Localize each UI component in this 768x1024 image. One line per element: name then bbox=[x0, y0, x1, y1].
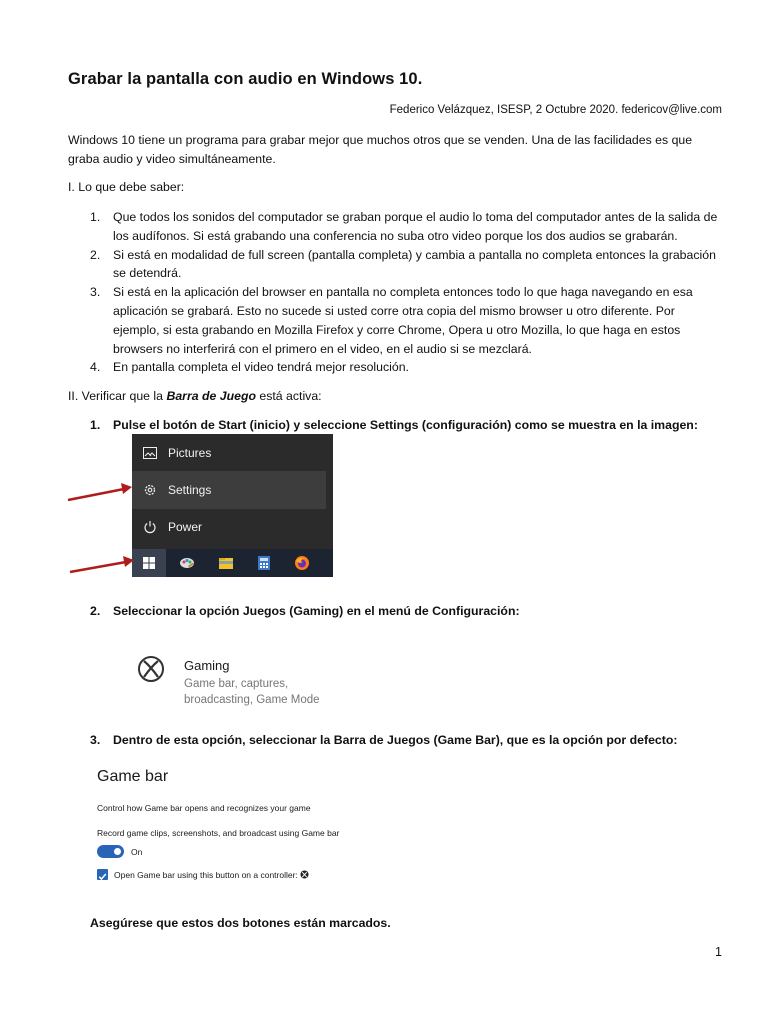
step-3 bbox=[90, 733, 677, 747]
step-text: Dentro de esta opción, seleccionar la Barra de Juegos (Game Bar), que es la opción por defecto: bbox=[113, 733, 678, 747]
record-toggle[interactable] bbox=[97, 845, 124, 858]
step-1 bbox=[90, 418, 698, 432]
controller-checkbox[interactable] bbox=[97, 869, 108, 880]
step-text: Seleccionar la opción Juegos (Gaming) en el menú de Configuración: bbox=[113, 604, 520, 618]
step-number: 2. bbox=[90, 604, 101, 618]
checkmark-icon bbox=[97, 871, 108, 882]
list-number: 4. bbox=[90, 360, 101, 375]
author-line: Federico Velázquez, ISESP, 2 Octubre 2020. federicov@live.com bbox=[389, 104, 722, 116]
list-number: 2. bbox=[90, 247, 101, 262]
list-item bbox=[70, 208, 720, 246]
list-text: En pantalla completa el video tendrá mejor resolución. bbox=[113, 360, 409, 375]
section-2-emphasis: Barra de Juego bbox=[166, 389, 256, 403]
arrow-to-settings bbox=[66, 480, 136, 504]
start-menu-item-power[interactable] bbox=[132, 508, 333, 546]
game-bar-description: Control how Game bar opens and recognizes your game bbox=[97, 803, 311, 813]
step-number: 1. bbox=[90, 418, 101, 432]
firefox-icon[interactable] bbox=[294, 555, 310, 571]
list-text: Si está en la aplicación del browser en pantalla no completa entonces todo lo que haga navegando en esa aplicación se grabará. Esto no sucede si usted corre otra copia del mismo browser u otro diferente. Por ejemplo, si esta grabando en Mozilla Firefox y corre Chrome, Opera u otro Mozilla, lo que haga en estos browsers no interferirá con el primero en el video, en el audio si se mezclará. bbox=[113, 285, 693, 356]
step-number: 3. bbox=[90, 733, 101, 747]
document-title: Grabar la pantalla con audio en Windows 10. bbox=[68, 70, 423, 88]
calculator-icon[interactable] bbox=[256, 555, 272, 571]
step-2 bbox=[90, 604, 520, 618]
start-menu-screenshot bbox=[132, 434, 333, 577]
paint-icon[interactable] bbox=[179, 555, 195, 571]
menu-item-label: Settings bbox=[168, 483, 212, 497]
start-menu-item-settings[interactable] bbox=[132, 471, 326, 509]
section-2-prefix: II. Verificar que la bbox=[68, 389, 167, 403]
list-item bbox=[70, 358, 720, 377]
taskbar bbox=[132, 549, 333, 577]
checkbox-label-text: Open Game bar using this button on a controller: bbox=[114, 870, 298, 880]
power-icon bbox=[132, 520, 168, 534]
xbox-icon bbox=[300, 870, 309, 879]
menu-item-label: Pictures bbox=[168, 446, 212, 460]
step-text: Pulse el botón de Start (inicio) y seleccione Settings (configuración) como se muestra en la imagen: bbox=[113, 418, 698, 432]
section-2-suffix: está activa: bbox=[255, 389, 322, 403]
start-menu-item-pictures[interactable] bbox=[132, 434, 333, 472]
intro-paragraph: Windows 10 tiene un programa para grabar mejor que muchos otros que se venden. Una de las facilidades es que graba audio y video simultáneamente. bbox=[68, 133, 693, 166]
toggle-state-label: On bbox=[131, 847, 143, 857]
file-explorer-icon[interactable] bbox=[218, 555, 234, 571]
list-item bbox=[70, 283, 720, 358]
toggle-knob bbox=[114, 848, 121, 855]
record-label: Record game clips, screenshots, and broadcast using Game bar bbox=[97, 828, 340, 838]
list-item bbox=[70, 246, 720, 284]
section-1-heading: I. Lo que debe saber: bbox=[68, 180, 185, 194]
section-2-heading bbox=[68, 389, 322, 403]
section-1-list bbox=[70, 208, 720, 377]
list-number: 3. bbox=[90, 285, 101, 300]
gaming-desc-line: broadcasting, Game Mode bbox=[184, 693, 320, 706]
pictures-icon bbox=[132, 447, 168, 459]
gaming-option-title[interactable]: Gaming bbox=[184, 658, 230, 673]
menu-item-label: Power bbox=[168, 520, 203, 534]
game-bar-title: Game bar bbox=[97, 768, 169, 785]
checkbox-label bbox=[114, 870, 309, 880]
gaming-desc-line: Game bar, captures, bbox=[184, 678, 289, 690]
xbox-icon[interactable] bbox=[137, 655, 165, 688]
page-number: 1 bbox=[715, 945, 722, 959]
arrow-to-start bbox=[68, 554, 138, 576]
list-number: 1. bbox=[90, 210, 101, 224]
list-text: Si está en modalidad de full screen (pantalla completa) y cambia a pantalla no completa entonces la grabación se detendrá. bbox=[113, 247, 716, 281]
gear-icon bbox=[132, 483, 168, 497]
list-text: Que todos los sonidos del computador se graban porque el audio lo toma del computador antes de la salida de los audífonos. Si está grabando una conferencia no suba otro video porque los dos audios se grabarán. bbox=[113, 210, 718, 243]
gaming-option-description bbox=[184, 677, 320, 708]
note-text: Asegúrese que estos dos botones están marcados. bbox=[90, 916, 391, 930]
